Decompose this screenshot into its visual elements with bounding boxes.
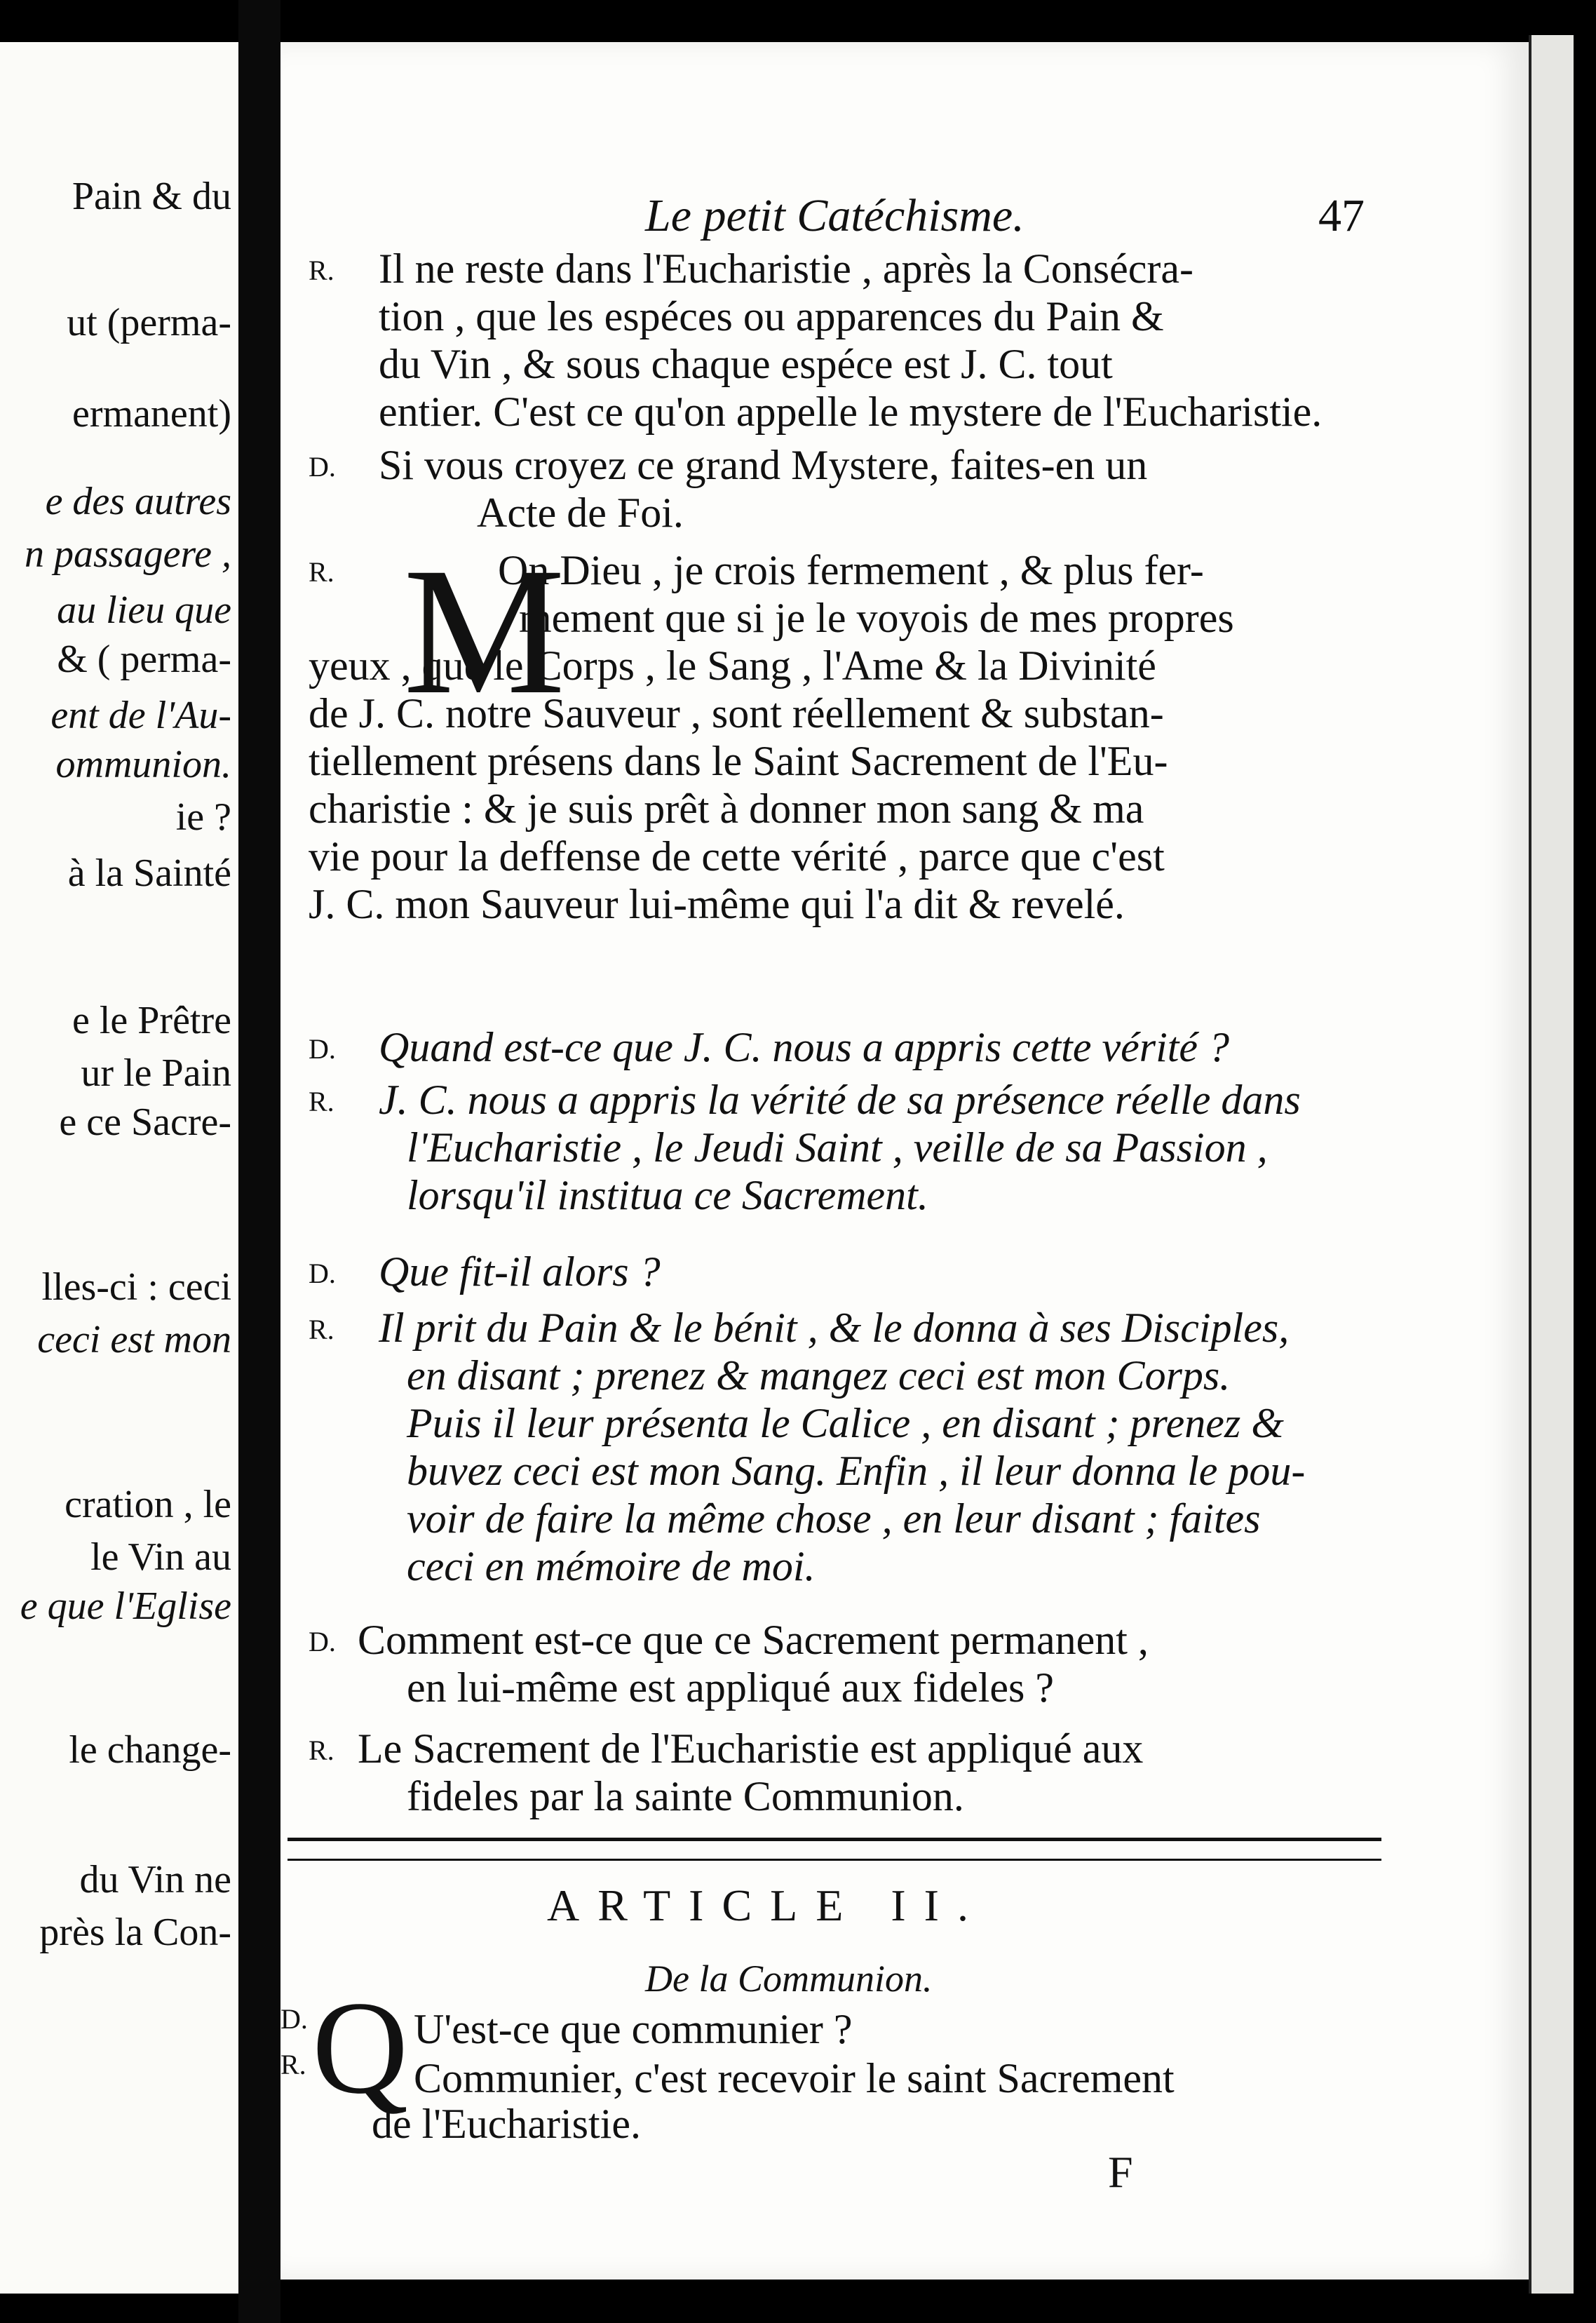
- text-line: Il ne reste dans l'Eucharistie , après la Consécra-: [379, 245, 1194, 292]
- text-line: l'Eucharistie , le Jeudi Saint , veille de sa Passion ,: [407, 1124, 1268, 1171]
- text-line: mement que si je le voyois de mes propres: [519, 595, 1234, 641]
- answer-line-2: de l'Eucharistie.: [372, 2101, 641, 2147]
- facing-page-line: ur le Pain: [81, 1051, 231, 1095]
- drop-cap-m: M: [403, 530, 566, 732]
- text-line: tiellement présens dans le Saint Sacrement de l'Eu-: [309, 738, 1168, 784]
- facing-page-line: e des autres: [45, 480, 231, 523]
- speaker-label: R.: [309, 556, 334, 588]
- facing-page-line: ut (perma-: [67, 301, 231, 344]
- answer-line-1: Communier, c'est recevoir le saint Sacrement: [414, 2055, 1175, 2101]
- text-line: entier. C'est ce qu'on appelle le mystere de l'Eucharistie.: [379, 389, 1323, 435]
- label-d: D.: [280, 2003, 308, 2035]
- facing-page-line: près la Con-: [39, 1911, 231, 1954]
- speaker-label: R.: [309, 1735, 334, 1766]
- text-line: en lui-même est appliqué aux fideles ?: [407, 1664, 1054, 1711]
- text-line: yeux , que le Corps , le Sang , l'Ame & la Divinité: [309, 642, 1156, 689]
- catechism-page: [280, 42, 1529, 2280]
- text-line: vie pour la deffense de cette vérité , parce que c'est: [309, 833, 1165, 880]
- facing-page-fragment: [0, 42, 245, 2294]
- text-line: Puis il leur présenta le Calice , en disant ; prenez &: [407, 1400, 1284, 1446]
- facing-page-line: e ce Sacre-: [59, 1100, 231, 1144]
- text-line: fideles par la sainte Communion.: [407, 1773, 964, 1819]
- facing-page-line: ent de l'Au-: [50, 694, 231, 737]
- text-line: de J. C. notre Sauveur , sont réellement & substan-: [309, 690, 1164, 736]
- facing-page-line: & ( perma-: [57, 638, 231, 681]
- facing-page-line: ommunion.: [55, 743, 231, 786]
- text-line: Acte de Foi.: [477, 490, 684, 536]
- rule-bottom: [288, 1859, 1381, 1861]
- speaker-label: D.: [309, 451, 336, 483]
- rule-top: [288, 1838, 1381, 1841]
- article-subtitle: De la Communion.: [645, 1958, 933, 2000]
- text-line: J. C. mon Sauveur lui-même qui l'a dit & revelé.: [309, 881, 1125, 927]
- text-line: en disant ; prenez & mangez ceci est mon Corps.: [407, 1352, 1231, 1399]
- facing-page-line: du Vin ne: [79, 1858, 231, 1901]
- facing-page-line: cration , le: [65, 1483, 231, 1526]
- article-title: ARTICLE II.: [547, 1880, 987, 1930]
- facing-page-line: à la Sainté: [67, 851, 231, 895]
- text-line: Il prit du Pain & le bénit , & le donna à ses Disciples,: [379, 1305, 1290, 1351]
- text-line: Comment est-ce que ce Sacrement permanent ,: [358, 1617, 1149, 1663]
- page-number: 47: [1318, 190, 1365, 241]
- book-gutter: [238, 0, 280, 2323]
- facing-page-line: e le Prêtre: [72, 999, 231, 1042]
- facing-page-line: au lieu que: [57, 588, 231, 632]
- facing-page-line: ermanent): [72, 392, 231, 436]
- running-header: Le petit Catéchisme.: [645, 190, 1024, 241]
- text-line: Que fit-il alors ?: [379, 1248, 661, 1295]
- speaker-label: R.: [309, 1086, 334, 1117]
- text-line: J. C. nous a appris la vérité de sa présence réelle dans: [379, 1077, 1301, 1123]
- text-line: charistie : & je suis prêt à donner mon sang & ma: [309, 786, 1144, 832]
- text-line: Si vous croyez ce grand Mystere, faites-en un: [379, 442, 1148, 488]
- facing-page-line: lles-ci : ceci: [41, 1265, 231, 1309]
- text-line: On Dieu , je crois fermement , & plus fer-: [498, 547, 1204, 593]
- text-line: Quand est-ce que J. C. nous a appris cette vérité ?: [379, 1024, 1230, 1070]
- facing-page-line: e que l'Eglise: [20, 1584, 231, 1628]
- label-r: R.: [280, 2049, 306, 2080]
- drop-cap-q: Q: [312, 1974, 409, 2122]
- question-line: U'est-ce que communier ?: [414, 2006, 853, 2052]
- signature-mark: F: [1108, 2147, 1133, 2197]
- facing-page-line: Pain & du: [72, 175, 231, 218]
- speaker-label: R.: [309, 1314, 334, 1345]
- text-line: ceci en mémoire de moi.: [407, 1543, 816, 1589]
- speaker-label: D.: [309, 1033, 336, 1065]
- speaker-label: D.: [309, 1258, 336, 1289]
- page-edge: [1529, 35, 1574, 2294]
- text-line: Le Sacrement de l'Eucharistie est appliqué aux: [358, 1725, 1144, 1772]
- facing-page-line: n passagere ,: [24, 532, 231, 576]
- facing-page-line: ceci est mon: [37, 1318, 231, 1361]
- facing-page-line: le Vin au: [90, 1535, 231, 1579]
- speaker-label: R.: [309, 255, 334, 286]
- text-line: tion , que les espéces ou apparences du Pain &: [379, 293, 1164, 339]
- speaker-label: D.: [309, 1626, 336, 1657]
- text-line: voir de faire la même chose , en leur disant ; faites: [407, 1495, 1261, 1542]
- facing-page-line: le change-: [69, 1728, 231, 1772]
- text-line: lorsqu'il institua ce Sacrement.: [407, 1172, 928, 1218]
- facing-page-line: ie ?: [175, 795, 231, 839]
- text-line: buvez ceci est mon Sang. Enfin , il leur donna le pou-: [407, 1448, 1306, 1494]
- text-line: du Vin , & sous chaque espéce est J. C. tout: [379, 341, 1113, 387]
